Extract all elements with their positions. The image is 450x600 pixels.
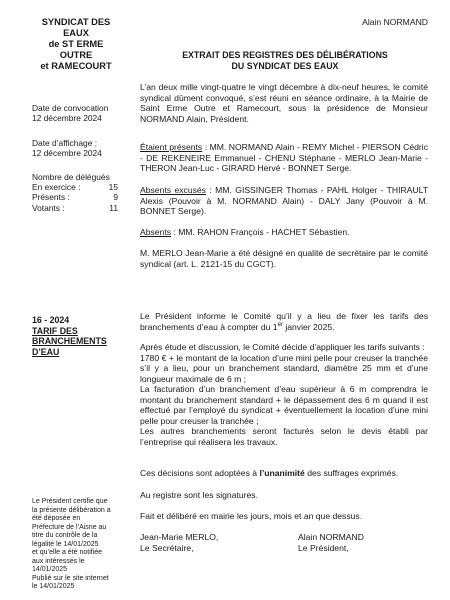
tariff-details: Après étude et discussion, le Comité décide d’appliquer les tarifs suivants : 1780 € + le montant de la location d’une mini pelle pour creuser la tranchée s’il y a lieu, pour un branchement standard, diamètre 25 mm et d’une longueur maximale de 6 m ; La facturation d’un branchement d’eau supérieur à 6 m comprendra le montant du branchement standard + le dépassement des 6 m quand il est effectué par l’employé du syndicat + éventuellement la location d’une mini pelle pour creuser la tranchée ; Les autres branchements seront facturés selon le devis établi par l’entreprise qui réalisera les travaux. xyxy=(140,342,428,447)
header-president-name: Alain NORMAND xyxy=(362,17,428,27)
vote-row-presents: Présents : 9 xyxy=(32,192,118,203)
convocation-date: Date de convocation 12 décembre 2024 xyxy=(32,103,109,124)
absent-members: Absents : MM. RAHON François - HACHET Sébastien. xyxy=(140,227,350,237)
secretary-designation: M. MERLO Jean-Marie a été désigné en qualité de secrétaire par le comité syndical (art. L. 2121-15 du CGCT). xyxy=(140,248,428,269)
vote-row-votants: Votants : 11 xyxy=(32,202,118,213)
document-title: EXTRAIT DES REGISTRES DES DÉLIBÉRATIONS DU SYNDICAT DES EAUX xyxy=(182,50,388,71)
certification-note: Le Président certifie que la présente délibération a été déposée en Préfecture de l’Aisne au titre du contrôle de la légalité le 14/01/2025 et qu’elle a été notifiée aux intéressés le 14/01/2025 Publié sur le site internet le 14/01/2025 xyxy=(32,498,111,590)
organization-name: SYNDICAT DES EAUX de ST ERME OUTRE et RAMECOURT xyxy=(40,17,112,71)
closing-statement: Fait et délibéré en mairie les jours, mois et an que dessus. xyxy=(140,511,363,521)
deliberation-title: TARIF DES BRANCHEMENTS D’EAU xyxy=(32,325,107,357)
present-members: Étaient présents : MM. NORMAND Alain - REMY Michel - PIERSON Cédric - DE REKENEIRE Emmanuel - CHENU Stéphane - MERLO Jean-Marie - THERON Jean-Luc - GIRARD Hervé - BONNET Serge. xyxy=(140,142,429,173)
excused-members: Absents excusés : MM. GISSINGER Thomas - PAHL Holger - THIRAULT Alexis (Pouvoir à M. NORMAND Alain) - DALY Jany (Pouvoir à M. BONNET Serge). xyxy=(140,185,429,216)
meeting-intro: L’an deux mille vingt-quatre le vingt décembre à dix-neuf heures, le comité syndical dûment convoqué, s’est réuni en séance ordinaire, à la Mairie de Saint Erme Outre et Ramecourt, sous la présidence de Monsieur NORMAND Alain, Président. xyxy=(140,82,428,124)
secretary-signature: Jean-Marie MERLO, Le Secrétaire, xyxy=(140,532,219,553)
president-signature: Alain NORMAND Le Président, xyxy=(298,532,364,553)
affichage-date: Date d’affichage : 12 décembre 2024 xyxy=(32,138,102,159)
delegates-count: Nombre de délégués En exercice : 15 Présents : 9 Votants : 11 xyxy=(32,172,118,213)
deliberation-heading xyxy=(32,315,124,357)
deliberation-number: 16 - 2024 xyxy=(32,315,70,325)
vote-row-exercice: En exercice : 15 xyxy=(32,182,118,193)
decision-statement: Ces décisions sont adoptées à l’unanimité des suffrages exprimés. xyxy=(140,468,399,478)
deliberation-intro: Le Président informe le Comité qu’il y a lieu de fixer les tarifs des branchements d’eau à compter du 1er janvier 2025. xyxy=(140,311,428,332)
register-statement: Au registre sont les signatures. xyxy=(140,490,258,500)
